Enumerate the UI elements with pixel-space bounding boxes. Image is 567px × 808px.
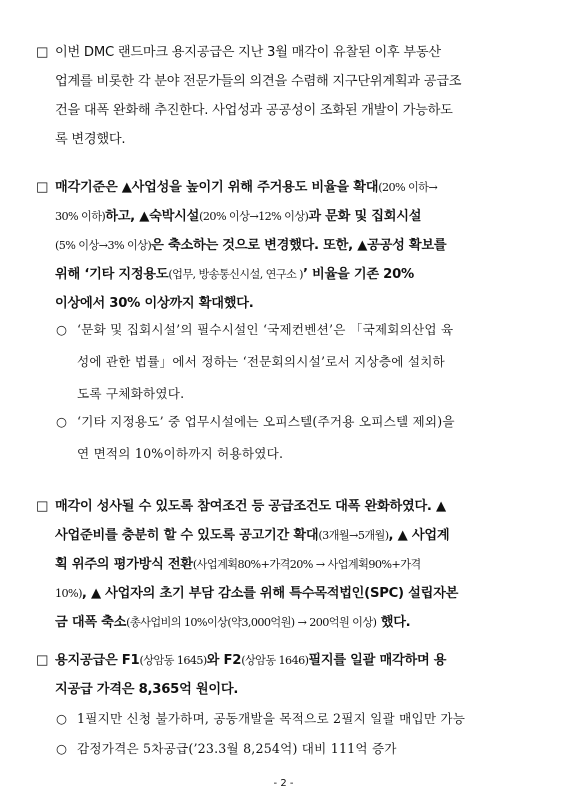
square-bullet-icon: □ — [36, 45, 49, 60]
paragraph-line — [36, 646, 544, 675]
sub-item-bulk-purchase — [56, 703, 544, 735]
paragraph-dmc-landmark-intro — [36, 38, 544, 154]
paragraph-sale-criteria — [36, 173, 544, 318]
line-text: 매각이 성사될 수 있도록 참여조건 등 공급조건도 대폭 완화하였다. ▲ — [55, 499, 446, 514]
inline-note: (사업계획80%+가격20% → 사업계획90%+가격 — [192, 558, 421, 571]
paragraph-line — [36, 521, 544, 550]
square-bullet-icon: □ — [36, 499, 49, 514]
paragraph-line — [36, 260, 544, 289]
circle-bullet-icon: ○ — [56, 322, 68, 337]
square-bullet-icon: □ — [36, 653, 49, 668]
line-text: 필지를 일괄 매각하며 용 — [308, 653, 447, 668]
paragraph-land-supply — [36, 646, 544, 704]
inline-note: (상암동 1646) — [241, 654, 309, 667]
inline-note: (5% 이상→3% 이상) — [55, 239, 152, 252]
inline-note: 10%) — [55, 587, 82, 600]
paragraph-line — [36, 173, 544, 202]
paragraph-line: 업계를 비롯한 각 분야 전문가들의 의견을 수렴해 지구단위계획과 공급조 — [55, 74, 462, 89]
inline-note: (총사업비의 10%이상(약3,000억원) → 200억원 이상) — [126, 616, 377, 629]
line-text: 획 위주의 평가방식 전환 — [55, 557, 193, 572]
inline-note: (3개월→5개월) — [318, 529, 389, 542]
line-text: 했다. — [376, 615, 411, 630]
line-text: ’ 비율을 기존 20% — [302, 267, 414, 282]
line-text: 매각기준은 ▲사업성을 높이기 위해 주거용도 비율을 확대 — [55, 180, 379, 195]
line-text: , ▲ 사업계 — [388, 528, 450, 543]
circle-bullet-icon: ○ — [56, 711, 68, 726]
inline-note: (상암동 1645) — [139, 654, 207, 667]
paragraph-line — [36, 231, 544, 260]
line-text: 위해 ‘기타 지정용도 — [55, 267, 169, 282]
paragraph-line: 이상에서 30% 이상까지 확대했다. — [55, 296, 254, 311]
sub-line — [56, 703, 544, 735]
line-text: 1필지만 신청 불가하며, 공동개발을 목적으로 2필지 일괄 매입만 가능 — [77, 711, 466, 726]
sub-line: 성에 관한 법률」에서 정하는 ‘전문회의시설’로서 지상층에 설치하 — [77, 354, 445, 369]
sub-line — [56, 733, 544, 765]
paragraph-line — [36, 579, 544, 608]
circle-bullet-icon: ○ — [56, 414, 68, 429]
sub-item-convention-facility — [56, 314, 544, 410]
paragraph-line — [36, 202, 544, 231]
inline-note: 30% 이하) — [55, 210, 106, 223]
paragraph-line — [36, 38, 544, 67]
sub-line: 도록 구체화하였다. — [77, 386, 185, 401]
paragraph-line — [36, 608, 544, 637]
line-text: 용지공급은 F1 — [55, 653, 140, 668]
inline-note: (20% 이상→12% 이상) — [199, 210, 309, 223]
line-text: 은 축소하는 것으로 변경했다. 또한, ▲공공성 확보를 — [151, 238, 447, 253]
line-text: 하고, ▲숙박시설 — [105, 209, 200, 224]
sub-line — [56, 314, 544, 346]
paragraph-supply-conditions — [36, 492, 544, 637]
line-text: 감정가격은 5차공급(’23.3월 8,254억) 대비 111억 증가 — [77, 741, 397, 756]
inline-note: (20% 이하→ — [378, 181, 438, 194]
line-text: 와 F2 — [206, 653, 242, 668]
paragraph-line: 건을 대폭 완화해 추진한다. 사업성과 공공성이 조화된 개발이 가능하도 — [55, 103, 453, 118]
circle-bullet-icon: ○ — [56, 741, 68, 756]
line-text: , ▲ 사업자의 초기 부담 감소를 위해 특수목적법인(SPC) 설립자본 — [81, 586, 459, 601]
paragraph-line — [36, 550, 544, 579]
paragraph-line: 록 변경했다. — [55, 132, 126, 147]
line-text: 사업준비를 충분히 할 수 있도록 공고기간 확대 — [55, 528, 319, 543]
sub-item-officetel — [56, 406, 544, 470]
sub-line — [56, 406, 544, 438]
line-text: ‘문화 및 집회시설’의 필수시설인 ‘국제컨벤션’은 「국제회의산업 육 — [77, 322, 454, 337]
inline-note: (업무, 방송통신시설, 연구소 ) — [168, 268, 303, 281]
paragraph-line — [36, 492, 544, 521]
line-text: 과 문화 및 집회시설 — [308, 209, 422, 224]
line-text: 이번 DMC 랜드마크 용지공급은 지난 3월 매각이 유찰된 이후 부동산 — [55, 45, 441, 60]
sub-line: 연 면적의 10%이하까지 허용하였다. — [77, 446, 284, 461]
sub-item-appraisal-price — [56, 733, 544, 765]
paragraph-line: 지공급 가격은 8,365억 원이다. — [55, 682, 239, 697]
line-text: 금 대폭 축소 — [55, 615, 127, 630]
line-text: ‘기타 지정용도’ 중 업무시설에는 오피스텔(주거용 오피스텔 제외)을 — [77, 414, 455, 429]
page-number: - 2 - — [273, 778, 294, 789]
square-bullet-icon: □ — [36, 180, 49, 195]
